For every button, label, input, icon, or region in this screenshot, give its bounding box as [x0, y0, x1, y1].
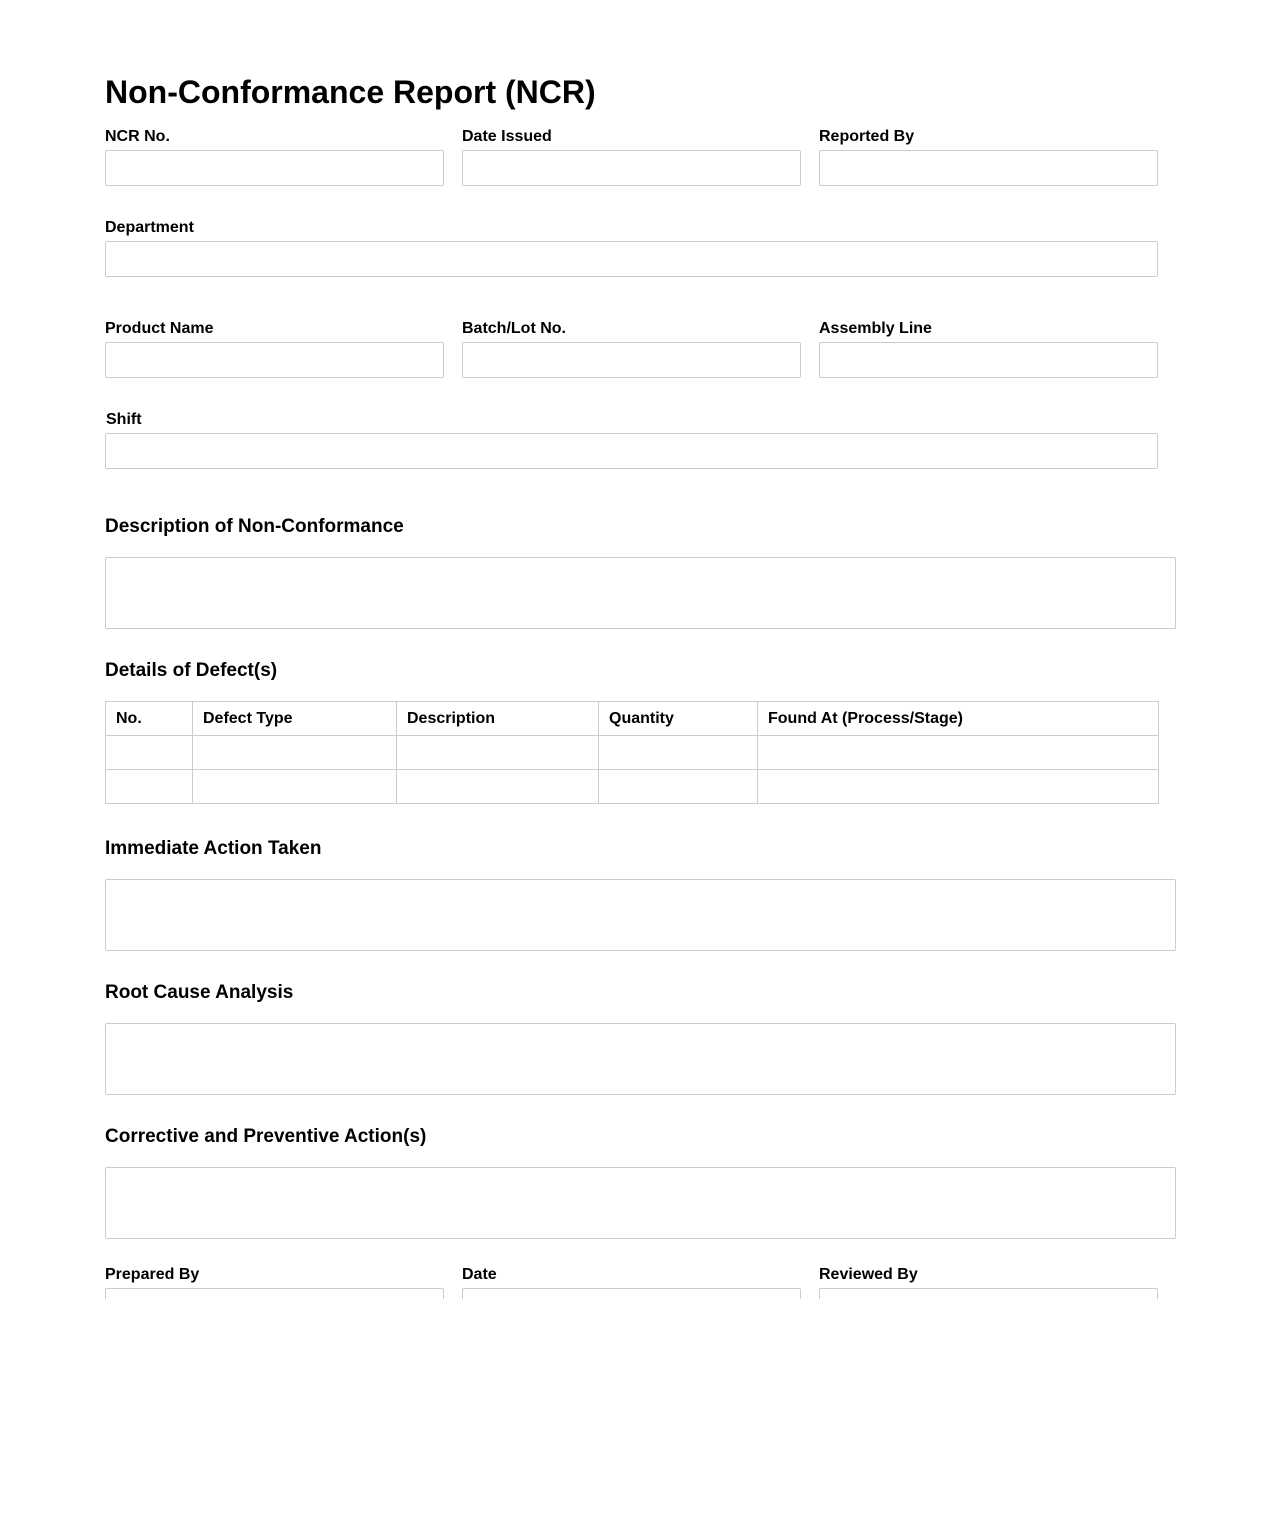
- reviewed-by-input[interactable]: [819, 1288, 1158, 1299]
- prepared-by-field: [105, 1266, 444, 1284]
- ncr-no-input[interactable]: [105, 150, 444, 186]
- capa-textarea[interactable]: [105, 1167, 1176, 1239]
- cell-description[interactable]: [397, 770, 599, 804]
- capa-section-title: Corrective and Preventive Action(s): [105, 1126, 427, 1147]
- signoff-date-field: [462, 1266, 801, 1284]
- cell-defect-type[interactable]: [193, 736, 397, 770]
- cell-defect-type[interactable]: [193, 770, 397, 804]
- cell-quantity[interactable]: [599, 736, 758, 770]
- description-textarea[interactable]: [105, 557, 1176, 629]
- table-row: [106, 770, 1159, 804]
- column-header-no: No.: [106, 702, 193, 736]
- department-field: [105, 219, 1158, 237]
- cell-quantity[interactable]: [599, 770, 758, 804]
- defects-section-title: Details of Defect(s): [105, 660, 278, 681]
- table-row: [106, 736, 1159, 770]
- reviewed-by-label: Reviewed By: [819, 1266, 918, 1283]
- shift-label: Shift: [106, 411, 142, 428]
- date-issued-field: [462, 128, 801, 146]
- product-name-input[interactable]: [105, 342, 444, 378]
- department-label: Department: [105, 219, 194, 236]
- cell-no[interactable]: [106, 736, 193, 770]
- reviewed-by-field: [819, 1266, 1158, 1284]
- date-issued-label: Date Issued: [462, 128, 552, 145]
- ncr-no-label: NCR No.: [105, 128, 170, 145]
- immediate-action-section-title: Immediate Action Taken: [105, 838, 322, 859]
- defects-table: [105, 701, 1159, 804]
- page-title: Non-Conformance Report (NCR): [105, 74, 596, 110]
- reported-by-input[interactable]: [819, 150, 1158, 186]
- batch-lot-no-field: [462, 320, 801, 338]
- date-issued-input[interactable]: [462, 150, 801, 186]
- cell-found-at[interactable]: [758, 736, 1159, 770]
- root-cause-section-title: Root Cause Analysis: [105, 982, 294, 1003]
- prepared-by-label: Prepared By: [105, 1266, 200, 1283]
- batch-lot-no-label: Batch/Lot No.: [462, 320, 566, 337]
- assembly-line-field: [819, 320, 1158, 338]
- root-cause-textarea[interactable]: [105, 1023, 1176, 1095]
- prepared-by-input[interactable]: [105, 1288, 444, 1299]
- cell-no[interactable]: [106, 770, 193, 804]
- assembly-line-input[interactable]: [819, 342, 1158, 378]
- cell-found-at[interactable]: [758, 770, 1159, 804]
- signoff-date-input[interactable]: [462, 1288, 801, 1299]
- defects-header-row: [106, 702, 1159, 736]
- reported-by-label: Reported By: [819, 128, 915, 145]
- immediate-action-textarea[interactable]: [105, 879, 1176, 951]
- column-header-defect-type: Defect Type: [193, 702, 397, 736]
- reported-by-field: [819, 128, 1158, 146]
- column-header-found-at: Found At (Process/Stage): [758, 702, 1159, 736]
- ncr-no-field: [105, 128, 444, 146]
- column-header-description: Description: [397, 702, 599, 736]
- shift-field: [105, 411, 1158, 429]
- assembly-line-label: Assembly Line: [819, 320, 932, 337]
- column-header-quantity: Quantity: [599, 702, 758, 736]
- description-section-title: Description of Non-Conformance: [105, 516, 404, 537]
- batch-lot-no-input[interactable]: [462, 342, 801, 378]
- product-name-field: [105, 320, 444, 338]
- product-name-label: Product Name: [105, 320, 214, 337]
- department-input[interactable]: [105, 241, 1158, 277]
- signoff-date-label: Date: [462, 1266, 497, 1283]
- shift-input[interactable]: [105, 433, 1158, 469]
- cell-description[interactable]: [397, 736, 599, 770]
